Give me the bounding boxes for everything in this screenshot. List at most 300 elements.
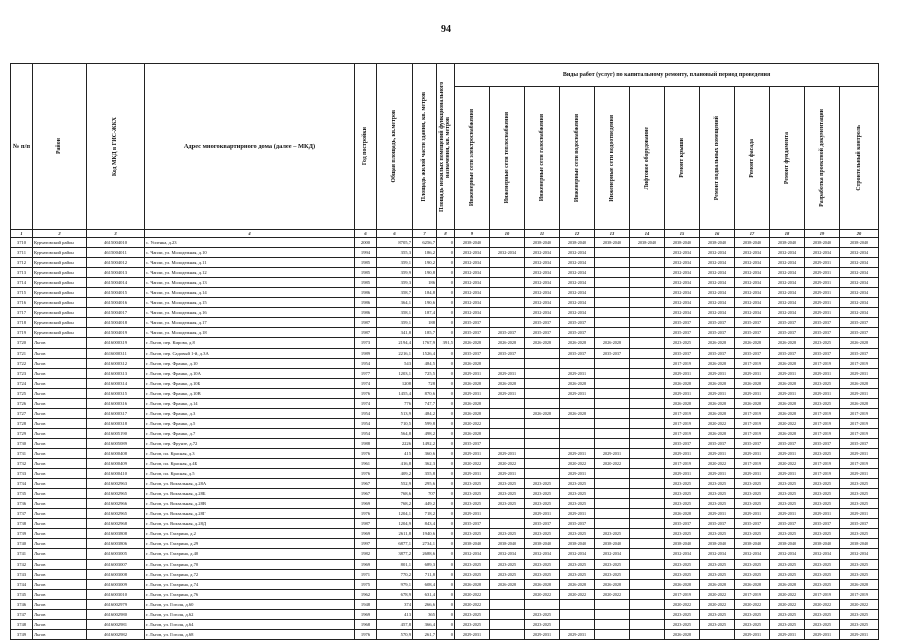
row-work-period: 2029-2031 (490, 388, 525, 398)
row-number: 3714 (11, 278, 33, 288)
row-district: Льгов (33, 388, 87, 398)
row-work-period: 2029-2031 (805, 509, 840, 519)
row-work-period (595, 258, 630, 268)
row-year: 1985 (355, 268, 377, 278)
row-work-period (630, 489, 665, 499)
row-total-area: 564,8 (377, 428, 413, 438)
row-work-period: 2020-2022 (455, 599, 490, 609)
row-district: Льгов (33, 459, 87, 469)
row-work-period: 2026-2028 (770, 338, 805, 348)
row-work-period (595, 499, 630, 509)
table-row (11, 288, 879, 298)
row-living-area: 186,2 (413, 248, 437, 258)
row-year: 1977 (355, 368, 377, 378)
row-district: Льгов (33, 479, 87, 489)
row-work-period: 2038-2040 (665, 539, 700, 549)
row-work-period: 2020-2022 (560, 459, 595, 469)
row-number: 3741 (11, 549, 33, 559)
table-row (11, 459, 879, 469)
row-number: 3739 (11, 529, 33, 539)
row-work-period: 2032-2034 (770, 288, 805, 298)
row-work-period (630, 539, 665, 549)
row-work-period (630, 589, 665, 599)
row-work-period: 2038-2040 (455, 238, 490, 248)
column-number: 6 (377, 230, 413, 238)
row-work-period: 2017-2019 (665, 408, 700, 418)
row-number: 3727 (11, 408, 33, 418)
row-work-period: 2035-2037 (840, 318, 879, 328)
capital-repair-table (10, 63, 879, 640)
row-work-period (700, 629, 735, 639)
row-nonliving-area: 0 (437, 268, 455, 278)
row-code: 4616003806 (87, 539, 145, 549)
row-year: 1948 (355, 599, 377, 609)
row-nonliving-area: 0 (437, 368, 455, 378)
row-address: г. Льгов, пер. Садовый 1-й, д.3А (145, 348, 355, 358)
row-work-period: 2020-2022 (770, 589, 805, 599)
row-total-area: 710,5 (377, 418, 413, 428)
row-work-period: 2035-2037 (560, 328, 595, 338)
row-work-period: 2023-2025 (665, 529, 700, 539)
row-nonliving-area: 0 (437, 579, 455, 589)
row-district: Курчатовский район (33, 298, 87, 308)
row-work-period: 2017-2019 (840, 459, 879, 469)
row-number: 3722 (11, 358, 33, 368)
row-nonliving-area: 0 (437, 589, 455, 599)
row-work-period: 2029-2031 (770, 629, 805, 639)
row-year: 1994 (355, 248, 377, 258)
row-work-period: 2035-2037 (700, 328, 735, 338)
row-work-period: 2023-2025 (665, 338, 700, 348)
row-work-period: 2035-2037 (490, 348, 525, 358)
row-code: 4616003009 (87, 579, 145, 589)
header-total-area: Общая площадь, кв.метров (377, 64, 413, 230)
row-code: 4616000314 (87, 378, 145, 388)
row-year: 1967 (355, 489, 377, 499)
row-work-period: 2017-2019 (735, 408, 770, 418)
row-work-period: 2032-2034 (665, 278, 700, 288)
row-work-period: 2029-2031 (560, 509, 595, 519)
row-work-period (595, 489, 630, 499)
row-total-area: 768,6 (377, 489, 413, 499)
row-work-period: 2023-2025 (560, 529, 595, 539)
row-work-period: 2032-2034 (560, 288, 595, 298)
row-address: г. Льгов, пер. Фрунзе, д.72 (145, 438, 355, 448)
row-work-period: 2032-2034 (735, 258, 770, 268)
row-work-period: 2023-2025 (805, 619, 840, 629)
row-work-period: 2026-2028 (700, 338, 735, 348)
row-work-period: 2017-2019 (665, 589, 700, 599)
row-work-period: 2023-2025 (805, 489, 840, 499)
row-number: 3730 (11, 438, 33, 448)
row-work-period: 2032-2034 (735, 288, 770, 298)
row-work-period (490, 418, 525, 428)
row-nonliving-area: 0 (437, 609, 455, 619)
header-work-2: Инженерные сети теплоснабжения (490, 87, 525, 230)
row-work-period (560, 619, 595, 629)
row-work-period: 2035-2037 (805, 318, 840, 328)
row-nonliving-area: 0 (437, 438, 455, 448)
row-work-period: 2026-2028 (700, 428, 735, 438)
row-address: с. Чапли, ул. Молодежная, д.10 (145, 248, 355, 258)
row-work-period: 2026-2028 (455, 398, 490, 408)
row-work-period: 2032-2034 (770, 268, 805, 278)
row-work-period: 2029-2031 (805, 288, 840, 298)
row-work-period: 2023-2025 (490, 559, 525, 569)
row-work-period: 2023-2025 (525, 559, 560, 569)
row-total-area: 801,1 (377, 559, 413, 569)
row-work-period: 2017-2019 (735, 418, 770, 428)
row-work-period: 2023-2025 (665, 499, 700, 509)
row-address: г. Льгов, ул. Гагарина, д.70 (145, 559, 355, 569)
row-work-period (630, 599, 665, 609)
row-work-period: 2029-2031 (490, 469, 525, 479)
row-work-period: 2026-2028 (525, 408, 560, 418)
row-living-area: 190,6 (413, 298, 437, 308)
row-living-area: 187,4 (413, 308, 437, 318)
row-living-area: 707 (413, 489, 437, 499)
row-work-period: 2029-2031 (735, 388, 770, 398)
row-work-period: 2029-2031 (455, 448, 490, 458)
row-work-period: 2029-2031 (665, 388, 700, 398)
row-work-period: 2023-2025 (700, 479, 735, 489)
header-work-9: Ремонт фасада (735, 87, 770, 230)
row-work-period: 2026-2028 (490, 579, 525, 589)
row-address: с. Чапли, ул. Молодежная, д.12 (145, 268, 355, 278)
row-year: 1962 (355, 589, 377, 599)
row-work-period: 2026-2028 (455, 408, 490, 418)
row-work-period: 2038-2040 (840, 238, 879, 248)
row-work-period: 2029-2031 (595, 448, 630, 458)
row-work-period: 2017-2019 (805, 459, 840, 469)
row-work-period (490, 238, 525, 248)
table-row (11, 589, 879, 599)
row-work-period: 2029-2031 (735, 469, 770, 479)
row-work-period: 2020-2022 (665, 599, 700, 609)
row-code: 4616000315 (87, 388, 145, 398)
row-work-period: 2023-2025 (770, 489, 805, 499)
row-work-period: 2038-2040 (630, 238, 665, 248)
row-total-area: 358,1 (377, 308, 413, 318)
row-work-period: 2023-2025 (770, 529, 805, 539)
row-work-period: 2038-2040 (770, 238, 805, 248)
row-living-area: 1940,6 (413, 529, 437, 539)
row-address: г. Льгов, пер. Кирова, д.8 (145, 338, 355, 348)
row-work-period: 2029-2031 (700, 469, 735, 479)
row-work-period: 2026-2028 (595, 579, 630, 589)
row-work-period (595, 398, 630, 408)
row-code: 4616000319 (87, 338, 145, 348)
row-work-period: 2032-2034 (525, 248, 560, 258)
row-work-period: 2023-2025 (490, 529, 525, 539)
row-total-area: 1204,1 (377, 509, 413, 519)
row-nonliving-area: 0 (437, 489, 455, 499)
row-address: г. Льгов, пер. Франко, д.10А (145, 368, 355, 378)
row-work-period: 2032-2034 (700, 288, 735, 298)
row-code: 4616000317 (87, 408, 145, 418)
row-work-period: 2032-2034 (490, 549, 525, 559)
row-work-period (595, 378, 630, 388)
row-work-period: 2026-2028 (665, 629, 700, 639)
row-work-period: 2032-2034 (700, 258, 735, 268)
row-work-period: 2020-2022 (770, 418, 805, 428)
row-number: 3721 (11, 348, 33, 358)
row-work-period: 2023-2025 (770, 569, 805, 579)
row-nonliving-area: 0 (437, 398, 455, 408)
row-work-period: 2032-2034 (525, 549, 560, 559)
row-district: Льгов (33, 579, 87, 589)
row-work-period: 2032-2034 (770, 258, 805, 268)
table-row (11, 489, 879, 499)
table-row (11, 338, 879, 348)
column-number: 18 (770, 230, 805, 238)
row-work-period: 2020-2022 (700, 459, 735, 469)
row-district: Льгов (33, 398, 87, 408)
row-work-period: 2035-2037 (665, 348, 700, 358)
row-work-period: 2020-2022 (840, 599, 879, 609)
row-work-period (595, 599, 630, 609)
row-work-period: 2023-2025 (560, 569, 595, 579)
row-nonliving-area: 0 (437, 248, 455, 258)
row-work-period: 2035-2037 (560, 348, 595, 358)
column-number: 17 (735, 230, 770, 238)
row-work-period: 2035-2037 (770, 318, 805, 328)
row-district: Курчатовский район (33, 238, 87, 248)
row-work-period: 2026-2028 (700, 408, 735, 418)
row-work-period: 2035-2037 (595, 348, 630, 358)
row-living-area: 261,7 (413, 629, 437, 639)
row-work-period (595, 619, 630, 629)
row-living-area: 1492,2 (413, 438, 437, 448)
row-work-period (490, 589, 525, 599)
table-row (11, 328, 879, 338)
row-year: 1987 (355, 519, 377, 529)
row-total-area: 416,8 (377, 459, 413, 469)
column-number: 15 (665, 230, 700, 238)
row-nonliving-area: 0 (437, 308, 455, 318)
table-row (11, 258, 879, 268)
row-work-period: 2026-2028 (665, 579, 700, 589)
row-year: 2000 (355, 238, 377, 248)
row-work-period: 2035-2037 (805, 328, 840, 338)
row-total-area: 409,2 (377, 469, 413, 479)
row-work-period: 2026-2028 (735, 378, 770, 388)
row-total-area: 570,9 (377, 629, 413, 639)
row-district: Льгов (33, 519, 87, 529)
row-code: 4615004010 (87, 238, 145, 248)
row-work-period (525, 599, 560, 609)
row-work-period: 2029-2031 (560, 388, 595, 398)
row-work-period: 2035-2037 (700, 519, 735, 529)
row-address: г. Льгов, ул. Гоголя, д.68 (145, 629, 355, 639)
row-work-period (630, 418, 665, 428)
row-address: г. Льгов, ул. Гагарина, д.72 (145, 569, 355, 579)
row-work-period: 2023-2025 (490, 499, 525, 509)
row-work-period: 2032-2034 (665, 248, 700, 258)
row-work-period: 2023-2025 (525, 609, 560, 619)
row-work-period: 2023-2025 (525, 499, 560, 509)
row-living-area: 188 (413, 318, 437, 328)
row-number: 3726 (11, 398, 33, 408)
row-address: с. Чапли, ул. Молодежная, д.13 (145, 278, 355, 288)
row-code: 4615004015 (87, 288, 145, 298)
row-total-area: 341,8 (377, 328, 413, 338)
row-year: 1954 (355, 418, 377, 428)
row-address: г. Льгов, ул. Вокзальная, д.28Г (145, 509, 355, 519)
row-nonliving-area: 0 (437, 629, 455, 639)
row-address: г. Льгов, ул. Гагарина, д.76 (145, 589, 355, 599)
row-work-period: 2017-2019 (805, 408, 840, 418)
row-work-period: 2023-2025 (525, 529, 560, 539)
row-work-period: 2026-2028 (735, 338, 770, 348)
row-work-period: 2023-2025 (805, 398, 840, 408)
row-work-period: 2032-2034 (770, 298, 805, 308)
row-work-period (630, 288, 665, 298)
row-district: Льгов (33, 609, 87, 619)
row-work-period: 2038-2040 (700, 539, 735, 549)
table-row (11, 378, 879, 388)
row-number: 3747 (11, 609, 33, 619)
row-work-period: 2023-2025 (735, 569, 770, 579)
row-work-period (490, 438, 525, 448)
row-work-period: 2032-2034 (840, 298, 879, 308)
row-nonliving-area: 0 (437, 358, 455, 368)
row-work-period (595, 428, 630, 438)
row-work-period (525, 348, 560, 358)
row-district: Льгов (33, 559, 87, 569)
table-row (11, 278, 879, 288)
row-year: 1969 (355, 499, 377, 509)
row-work-period (595, 278, 630, 288)
row-district: Курчатовский район (33, 328, 87, 338)
row-work-period: 2023-2025 (455, 499, 490, 509)
row-total-area: 1203,1 (377, 368, 413, 378)
row-work-period (595, 368, 630, 378)
row-nonliving-area: 0 (437, 459, 455, 469)
row-work-period: 2032-2034 (560, 268, 595, 278)
row-district: Льгов (33, 629, 87, 639)
page-number: 94 (441, 24, 451, 35)
row-year: 1969 (355, 559, 377, 569)
row-living-area: 1526,4 (413, 348, 437, 358)
row-address: г. Льгов, пер. Франко, д.3 (145, 408, 355, 418)
column-number: 9 (455, 230, 490, 238)
row-living-area: 747,7 (413, 398, 437, 408)
row-work-period: 2023-2025 (595, 529, 630, 539)
row-work-period (490, 288, 525, 298)
row-work-period (630, 459, 665, 469)
row-work-period: 2029-2031 (805, 278, 840, 288)
row-work-period: 2020-2022 (700, 418, 735, 428)
table-row (11, 308, 879, 318)
row-work-period: 2029-2031 (455, 509, 490, 519)
row-work-period (630, 629, 665, 639)
header-work-7: Ремонт крыши (665, 87, 700, 230)
row-work-period: 2032-2034 (700, 268, 735, 278)
row-work-period (560, 609, 595, 619)
row-work-period: 2023-2025 (805, 499, 840, 509)
row-work-period: 2023-2025 (700, 529, 735, 539)
row-address: г. Льгов, ул. Вокзальная, д.28А (145, 479, 355, 489)
row-number: 3748 (11, 619, 33, 629)
row-address: с. Чапли, ул. Молодежная, д.16 (145, 308, 355, 318)
row-living-area: 843,4 (413, 519, 437, 529)
row-work-period: 2035-2037 (665, 318, 700, 328)
row-work-period: 2032-2034 (735, 308, 770, 318)
row-work-period: 2026-2028 (770, 358, 805, 368)
row-work-period: 2023-2025 (560, 499, 595, 509)
row-code: 4616002982 (87, 629, 145, 639)
row-number: 3723 (11, 368, 33, 378)
row-year: 1987 (355, 328, 377, 338)
row-work-period: 2032-2034 (455, 298, 490, 308)
row-work-period (630, 368, 665, 378)
row-work-period: 2038-2040 (595, 238, 630, 248)
row-work-period: 2029-2031 (665, 368, 700, 378)
row-work-period: 2029-2031 (770, 368, 805, 378)
row-work-period: 2026-2028 (840, 378, 879, 388)
row-work-period (630, 609, 665, 619)
row-work-period: 2023-2025 (805, 579, 840, 589)
row-work-period: 2029-2031 (560, 469, 595, 479)
row-address: г. Льгов, ул. Гагарина, д.29 (145, 539, 355, 549)
row-year: 1986 (355, 298, 377, 308)
header-work-10: Ремонт фундамента (770, 87, 805, 230)
row-work-period: 2023-2025 (525, 489, 560, 499)
table-row (11, 469, 879, 479)
row-work-period: 2029-2031 (805, 308, 840, 318)
row-work-period: 2029-2031 (805, 629, 840, 639)
row-work-period: 2023-2025 (665, 609, 700, 619)
row-work-period: 2023-2025 (840, 559, 879, 569)
row-work-period: 2020-2022 (735, 599, 770, 609)
table-row (11, 609, 879, 619)
row-work-period: 2035-2037 (770, 519, 805, 529)
row-work-period: 2023-2025 (595, 569, 630, 579)
row-work-period (630, 338, 665, 348)
row-number: 3742 (11, 559, 33, 569)
row-work-period: 2020-2022 (805, 599, 840, 609)
row-work-period: 2017-2019 (840, 589, 879, 599)
row-work-period: 2020-2022 (455, 589, 490, 599)
row-nonliving-area: 0 (437, 278, 455, 288)
row-work-period: 2017-2019 (735, 428, 770, 438)
row-work-period (630, 258, 665, 268)
header-code: Код МКД в ГИС-ЖКХ (87, 64, 145, 230)
column-number: 14 (630, 230, 665, 238)
row-number: 3725 (11, 388, 33, 398)
row-work-period: 2023-2025 (805, 378, 840, 388)
row-year: 1976 (355, 629, 377, 639)
row-living-area: 725,5 (413, 368, 437, 378)
row-district: Льгов (33, 418, 87, 428)
row-work-period: 2032-2034 (665, 298, 700, 308)
row-work-period: 2038-2040 (840, 539, 879, 549)
row-work-period: 2032-2034 (525, 278, 560, 288)
row-work-period: 2020-2022 (595, 589, 630, 599)
row-nonliving-area: 0 (437, 619, 455, 629)
row-work-period (595, 268, 630, 278)
row-work-period: 2029-2031 (700, 448, 735, 458)
row-work-period: 2023-2025 (560, 559, 595, 569)
row-number: 3749 (11, 629, 33, 639)
row-address: г. Льгов, пер. Франко, д.10В (145, 388, 355, 398)
row-work-period (595, 629, 630, 639)
row-code: 4616005089 (87, 438, 145, 448)
header-work-5: Инженерные сети водоотведения (595, 87, 630, 230)
row-work-period: 2026-2028 (735, 398, 770, 408)
row-total-area: 513,9 (377, 408, 413, 418)
